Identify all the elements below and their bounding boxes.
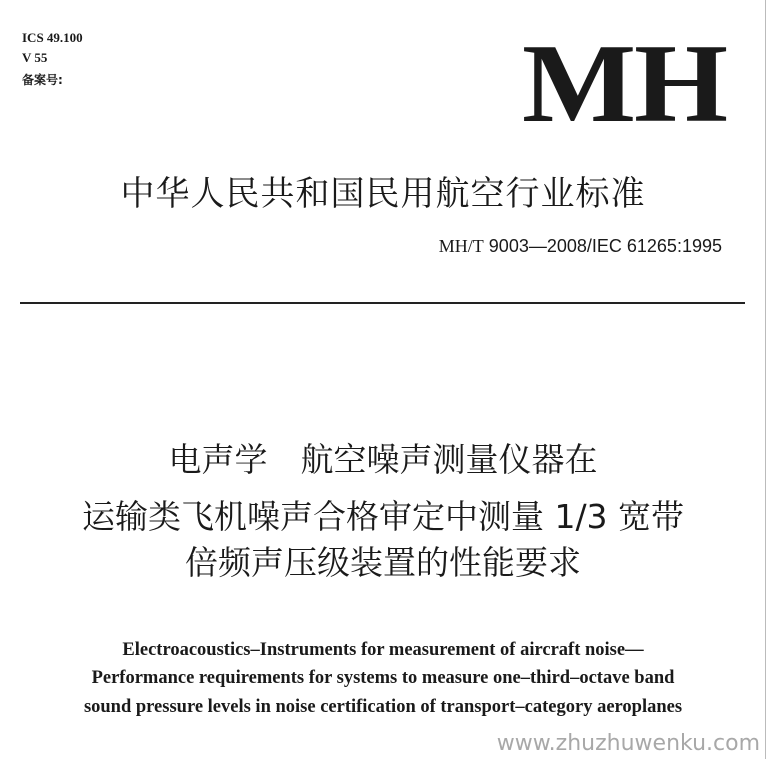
- mh-logo: MH: [522, 22, 726, 146]
- standard-number: [439, 236, 722, 257]
- title-en-line-1: Electroacoustics–Instruments for measurement of aircraft noise—: [122, 640, 644, 660]
- divider: [20, 302, 745, 304]
- ics-code: ICS 49.100: [22, 30, 83, 45]
- watermark: www.zhuzhuwenku.com: [496, 731, 760, 756]
- standard-code: 9003—2008/IEC 61265:1995: [488, 236, 722, 256]
- title-en-line-3: sound pressure levels in noise certification of transport–category aeroplanes: [83, 697, 683, 717]
- title-cn-line-3: 倍频声压级装置的性能要求: [185, 543, 581, 582]
- standard-category: 中华人民共和国民用航空行业标准: [120, 174, 646, 214]
- standard-prefix: MH/T: [438, 236, 484, 256]
- title-cn-line-2: 运输类飞机噪声合格审定中测量 1/3 宽带: [81, 497, 685, 536]
- title-cn-line-1: 电声学 航空噪声测量仪器在: [168, 440, 598, 479]
- title-en-line-2: Performance requirements for systems to measure one–third–octave band: [91, 668, 675, 688]
- classification-code: V 55: [22, 50, 48, 65]
- record-number-label: 备案号:: [22, 73, 63, 87]
